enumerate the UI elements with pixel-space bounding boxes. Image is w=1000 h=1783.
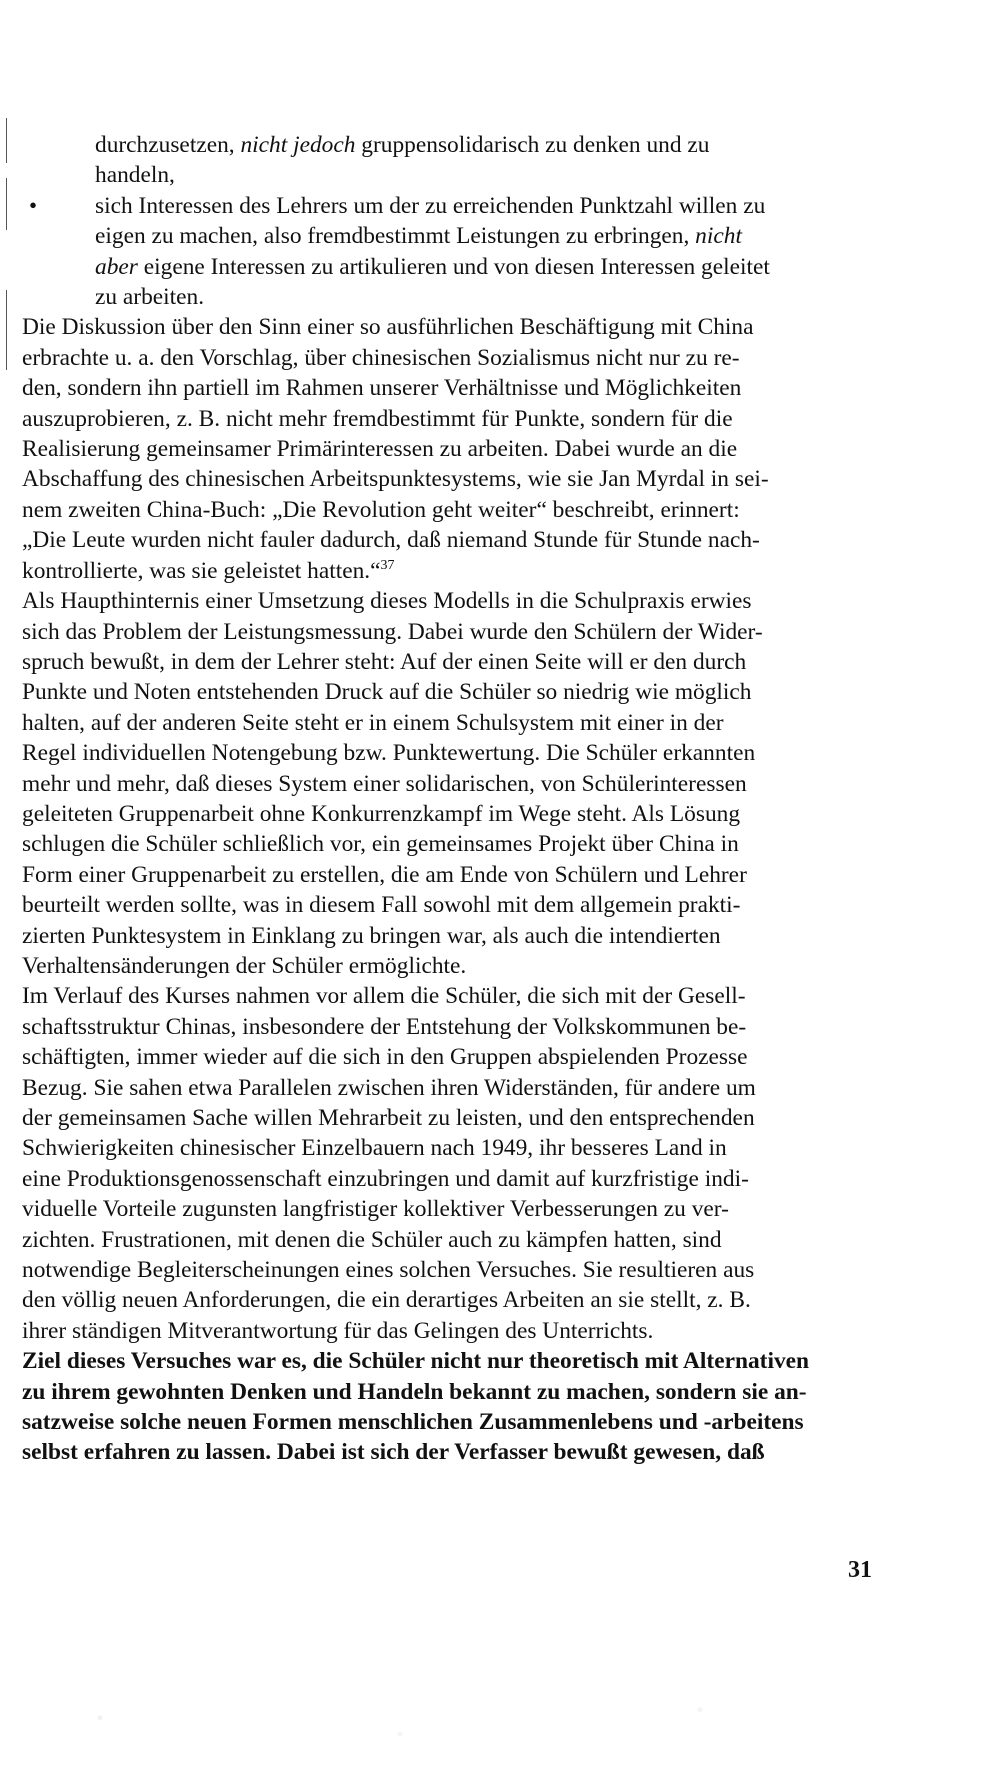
text-line: Verhaltensänderungen der Schüler ermöglichte.: [22, 952, 467, 979]
text-line: selbst erfahren zu lassen. Dabei ist sich der Verfasser bewußt gewesen, daß: [22, 1439, 765, 1466]
text-line: Die Diskussion über den Sinn einer so ausführlichen Beschäftigung mit China: [22, 314, 754, 341]
text-line: aber eigene Interessen zu artikulieren und von diesen Interessen geleitet: [95, 253, 770, 280]
text-line: eigen zu machen, also fremdbestimmt Leistungen zu erbringen, nicht: [95, 223, 742, 250]
text-line: der gemeinsamen Sache willen Mehrarbeit zu leisten, und den entsprechenden: [22, 1105, 755, 1131]
text-line: durchzusetzen, nicht jedoch gruppensolidarisch zu denken und zu: [95, 132, 710, 158]
text-line: geleiteten Gruppenarbeit ohne Konkurrenzkampf im Wege steht. Als Lösung: [22, 800, 741, 827]
text-line: auszuprobieren, z. B. nicht mehr fremdbestimmt für Punkte, sondern für die: [22, 405, 733, 432]
text-line: den, sondern ihn partiell im Rahmen unserer Verhältnisse und Möglichkeiten: [22, 375, 742, 402]
text-line: den völlig neuen Anforderungen, die ein derartiges Arbeiten an sie stellt, z. B.: [22, 1287, 751, 1314]
body-text: [22, 130, 922, 1468]
text-line: notwendige Begleiterscheinungen eines solchen Versuches. Sie resultieren aus: [22, 1257, 755, 1284]
text-line: Abschaffung des chinesischen Arbeitspunktesystems, wie sie Jan Myrdal in sei-: [22, 466, 769, 493]
text-line: schäftigten, immer wieder auf die sich in den Gruppen abspielenden Prozesse: [22, 1044, 748, 1071]
text-line: spruch bewußt, in dem der Lehrer steht: Auf der einen Seite will er den durch: [22, 648, 747, 675]
text-line: sich das Problem der Leistungsmessung. Dabei wurde den Schülern der Wider-: [22, 618, 763, 645]
text-line: „Die Leute wurden nicht fauler dadurch, daß niemand Stunde für Stunde nach-: [22, 527, 760, 554]
text-line: zu ihrem gewohnten Denken und Handeln bekannt zu machen, sondern sie an-: [22, 1378, 807, 1405]
text-line: halten, auf der anderen Seite steht er in einem Schulsystem mit einer in der: [22, 709, 724, 736]
bullet-item: • sich Interessen des Lehrers um der zu erreichenden Punktzahl willen zu: [22, 191, 922, 221]
margin-line: [6, 118, 7, 163]
text-line: handeln,: [95, 162, 175, 189]
text-line: schlugen die Schüler schließlich vor, ein gemeinsames Projekt über China in: [22, 831, 739, 858]
text-line: zu arbeiten.: [95, 284, 205, 311]
margin-line: [6, 290, 7, 370]
text-line: kontrollierte, was sie geleistet hatten.“$^{37}$: [22, 557, 395, 584]
page-number: 31: [848, 1557, 872, 1583]
text-line: eine Produktionsgenossenschaft einzubringen und damit auf kurzfristige indi-: [22, 1165, 749, 1192]
text-line: ihrer ständigen Mitverantwortung für das Gelingen des Unterrichts.: [22, 1317, 654, 1344]
text-line: zierten Punktesystem in Einklang zu bringen war, als auch die intendierten: [22, 922, 721, 949]
text-line: mehr und mehr, daß dieses System einer solidarischen, von Schülerinteressen: [22, 770, 747, 797]
text-line: Im Verlauf des Kurses nahmen vor allem die Schüler, die sich mit der Gesell-: [22, 983, 746, 1010]
margin-line: [6, 178, 7, 230]
text-line: Bezug. Sie sahen etwa Parallelen zwischen ihren Widerständen, für andere um: [22, 1074, 756, 1101]
bullet-icon: •: [29, 192, 38, 218]
text-line: viduelle Vorteile zugunsten langfristiger kollektiver Verbesserungen zu ver-: [22, 1196, 729, 1223]
text-line: Punkte und Noten entstehenden Druck auf die Schüler so niedrig wie möglich: [22, 679, 752, 706]
text-line: beurteilt werden sollte, was in diesem Fall sowohl mit dem allgemein prakti-: [22, 892, 741, 919]
text-line: erbrachte u. a. den Vorschlag, über chinesischen Sozialismus nicht nur zu re-: [22, 344, 740, 371]
text-line: zichten. Frustrationen, mit denen die Schüler auch zu kämpfen hatten, sind: [22, 1226, 722, 1253]
text-line: Regel individuellen Notengebung bzw. Punktewertung. Die Schüler erkannten: [22, 740, 756, 767]
text-line: Schwierigkeiten chinesischer Einzelbauern nach 1949, ihr besseres Land in: [22, 1135, 727, 1162]
footnote-ref: 37: [380, 557, 395, 573]
text-line: nem zweiten China-Buch: „Die Revolution geht weiter“ beschreibt, erinnert:: [22, 496, 740, 523]
text-line: Als Haupthinternis einer Umsetzung dieses Modells in die Schulpraxis erwies: [22, 588, 752, 615]
text-line: Ziel dieses Versuches war es, die Schüler nicht nur theoretisch mit Alternativen: [22, 1348, 810, 1375]
text-line: Form einer Gruppenarbeit zu erstellen, die am Ende von Schülern und Lehrer: [22, 861, 747, 888]
text-line: schaftsstruktur Chinas, insbesondere der Entstehung der Volkskommunen be-: [22, 1013, 747, 1040]
text-line: satzweise solche neuen Formen menschlichen Zusammenlebens und -arbeitens: [22, 1409, 804, 1436]
scan-noise: [0, 1620, 1000, 1783]
text-line: Realisierung gemeinsamer Primärinteressen zu arbeiten. Dabei wurde an die: [22, 436, 738, 463]
